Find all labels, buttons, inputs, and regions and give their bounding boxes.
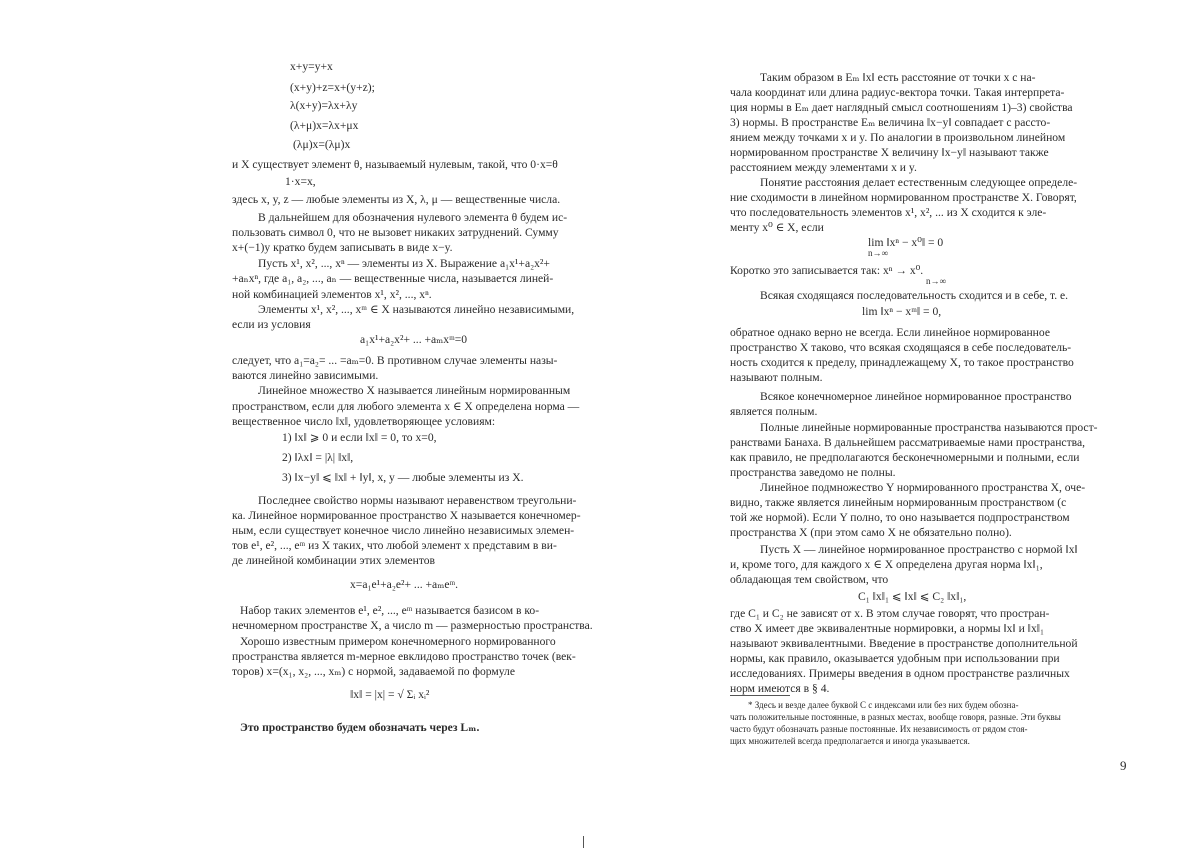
text-line: ние сходимости в линейном нормированном пространстве X. Говорят, <box>730 191 1077 204</box>
text-line: является полным. <box>730 405 818 418</box>
formula-line: λ(x+y)=λx+λy <box>290 99 358 112</box>
text-line: обратное однако верно не всегда. Если линейное нормированное <box>730 326 1050 339</box>
gutter-mark <box>583 836 584 848</box>
text-line: Таким образом в Eₘ ‖x‖ есть расстояние от точки x с на- <box>760 71 1036 84</box>
text-line: следует, что a₁=a₂= ... =aₘ=0. В противном случае элементы назы- <box>232 354 558 367</box>
formula-line: (λμ)x=(λμ)x <box>293 138 351 151</box>
text-line: нормы, как правило, оказывается удобным при использовании при <box>730 652 1060 665</box>
text-line: ваются линейно зависимыми. <box>232 369 379 382</box>
text-line: янием между точками x и y. По аналогии в произвольном линейном <box>730 131 1066 144</box>
footnote-line: щих множителей всегда предполагается и иногда указывается. <box>730 736 970 746</box>
formula-line: 3) ‖x−y‖ ⩽ ‖x‖ + ‖y‖, x, y — любые элементы из X. <box>282 471 524 484</box>
formula-line: x=a₁e¹+a₂e²+ ... +aₘeᵐ. <box>350 578 459 591</box>
text-line: здесь x, y, z — любые элементы из X, λ, μ — вещественные числа. <box>232 193 561 206</box>
text-line: чала координат или длина радиус-вектора точки. Такая интерпрета- <box>730 86 1065 99</box>
footnote-line: * Здесь и везде далее буквой C с индексами или без них будем обозна- <box>748 700 1019 710</box>
text-line: +aₙxⁿ, где a₁, a₂, ..., aₙ — вещественные числа, называется линей- <box>232 272 554 285</box>
text-line: той же нормой). Если Y полно, то оно называется подпространством <box>730 511 1070 524</box>
formula-line: lim ‖xⁿ − xᵐ‖ = 0, <box>862 305 942 318</box>
text-line: торов) x=(x₁, x₂, ..., xₘ) с нормой, задаваемой по формуле <box>232 665 515 678</box>
formula-line: C₁ ‖x‖₁ ⩽ ‖x‖ ⩽ C₂ ‖x‖₁, <box>858 590 967 603</box>
text-line: называют полным. <box>730 371 823 384</box>
formula-line: 2) ‖λx‖ = |λ| ‖x‖, <box>282 451 354 464</box>
text-line: ранствами Банаха. В дальнейшем рассматриваемые нами пространства, <box>730 436 1086 449</box>
text-line: Линейное подмножество Y нормированного пространства X, оче- <box>760 481 1086 494</box>
footnote-rule <box>730 695 790 696</box>
right-page <box>600 0 1160 850</box>
text-line: Пусть x¹, x², ..., xⁿ — элементы из X. Выражение a₁x¹+a₂x²+ <box>258 257 550 270</box>
text-line: x+(−1)y кратко будем записывать в виде x−y. <box>232 241 453 254</box>
text-line: исследованиях. Примеры введения в одном пространстве различных <box>730 667 1070 680</box>
text-line: де линейной комбинации этих элементов <box>232 554 436 567</box>
text-line: 1·x=x, <box>285 175 316 188</box>
text-line: ция нормы в Eₘ дает наглядный смысл соотношениям 1)–3) свойства <box>730 101 1073 114</box>
text-line: Понятие расстояния делает естественным следующее определе- <box>760 176 1078 189</box>
text-line: ка. Линейное нормированное пространство X называется конечномер- <box>232 509 581 522</box>
text-line: Последнее свойство нормы называют неравенством треугольни- <box>258 494 577 507</box>
text-line: пространством, если для любого элемента x ∈ X определена норма — <box>232 400 580 413</box>
text-line: 3) нормы. В пространстве Eₘ величина ‖x−y‖ совпадает с рассто- <box>730 116 1051 129</box>
text-line: ность сходится к пределу, принадлежащему X, то такое пространство <box>730 356 1074 369</box>
text-line: Набор таких элементов e¹, e², ..., eᵐ называется базисом в ко- <box>240 604 540 617</box>
text-line: В дальнейшем для обозначения нулевого элемента θ будем ис- <box>258 211 568 224</box>
text-line: ство X имеет две эквивалентные нормировки, а нормы ‖x‖ и ‖x‖₁ <box>730 622 1045 635</box>
text-line: Линейное множество X называется линейным нормированным <box>258 384 571 397</box>
text-line: тов e¹, e², ..., eᵐ из X таких, что любой элемент x представим в ви- <box>232 539 557 552</box>
footnote-line: часто будут обозначать разные постоянные. Их независимость от рядом стоя- <box>730 724 1028 734</box>
text-line: ным, если существует конечное число линейно независимых элемен- <box>232 524 575 537</box>
text-line: вещественное число ‖x‖, удовлетворяющее условиям: <box>232 415 496 428</box>
text-line: что последовательность элементов x¹, x², ... из X сходится к эле- <box>730 206 1047 219</box>
formula-line: a₁x¹+a₂x²+ ... +aₘxᵐ=0 <box>360 333 468 346</box>
text-line: и, кроме того, для каждого x ∈ X определена другая норма ‖x‖₁, <box>730 558 1043 571</box>
text-line: нормированном пространстве X величину ‖x−y‖ называют также <box>730 146 1049 159</box>
text-line: менту x⁰ ∈ X, если <box>730 221 824 234</box>
formula-subscript: n→∞ <box>868 248 888 258</box>
text-line: пространство X таково, что всякая сходящаяся в себе последователь- <box>730 341 1072 354</box>
text-line: называют эквивалентными. Введение в пространстве дополнительной <box>730 637 1078 650</box>
text-line: Полные линейные нормированные пространства называются прост- <box>760 421 1098 434</box>
text-line: обладающая тем свойством, что <box>730 573 889 586</box>
formula-line: (x+y)+z=x+(y+z); <box>290 81 375 94</box>
text-line: пользовать символ 0, что не вызовет никаких затруднений. Сумму <box>232 226 559 239</box>
formula-line: (λ+μ)x=λx+μx <box>290 119 359 132</box>
text-line: расстоянием между элементами x и y. <box>730 161 917 174</box>
text-line: если из условия <box>232 318 311 331</box>
text-line: ной комбинацией элементов x¹, x², ..., xⁿ. <box>232 288 432 301</box>
page-number: 9 <box>1120 758 1127 773</box>
text-line: Коротко это записывается так: xⁿ → x⁰. <box>730 264 924 277</box>
formula-line: x+y=y+x <box>290 60 333 73</box>
text-line: Это пространство будем обозначать через Lₘ. <box>240 721 480 734</box>
formula-line: 1) ‖x‖ ⩾ 0 и если ‖x‖ = 0, то x=0, <box>282 431 437 444</box>
text-line: пространства является m-мерное евклидово пространство точек (век- <box>232 650 576 663</box>
text-line: Пусть X — линейное нормированное пространство с нормой ‖x‖ <box>760 543 1078 556</box>
left-page <box>0 0 593 850</box>
text-line: видно, также является линейным нормированным пространством (с <box>730 496 1067 509</box>
formula-line: ‖x‖ = |x| = √ Σᵢ xᵢ² <box>350 688 430 701</box>
formula-line: lim ‖xⁿ − x⁰‖ = 0 <box>868 236 944 249</box>
text-line: и X существует элемент θ, называемый нулевым, такой, что 0·x=θ <box>232 158 558 171</box>
formula-subscript: n→∞ <box>926 276 946 286</box>
text-line: пространства заведомо не полны. <box>730 466 896 479</box>
text-line: пространства X (при этом само X не обязательно полно). <box>730 526 1012 539</box>
text-line: Всякая сходящаяся последовательность сходится и в себе, т. е. <box>760 289 1069 302</box>
text-line: Хорошо известным примером конечномерного нормированного <box>240 635 556 648</box>
text-line: норм имеются в § 4. <box>730 682 830 695</box>
text-line: Всякое конечномерное линейное нормированное пространство <box>760 390 1072 403</box>
text-line: нечномерном пространстве X, а число m — размерностью пространства. <box>232 619 593 632</box>
text-line: как правило, не предполагаются бесконечномерными и полными, если <box>730 451 1080 464</box>
footnote-line: чать положительные постоянные, в разных местах, вообще говоря, разные. Эти буквы <box>730 712 1061 722</box>
text-line: Элементы x¹, x², ..., xᵐ ∈ X называются линейно независимыми, <box>258 303 575 316</box>
text-line: где C₁ и C₂ не зависят от x. В этом случае говорят, что простран- <box>730 607 1050 620</box>
